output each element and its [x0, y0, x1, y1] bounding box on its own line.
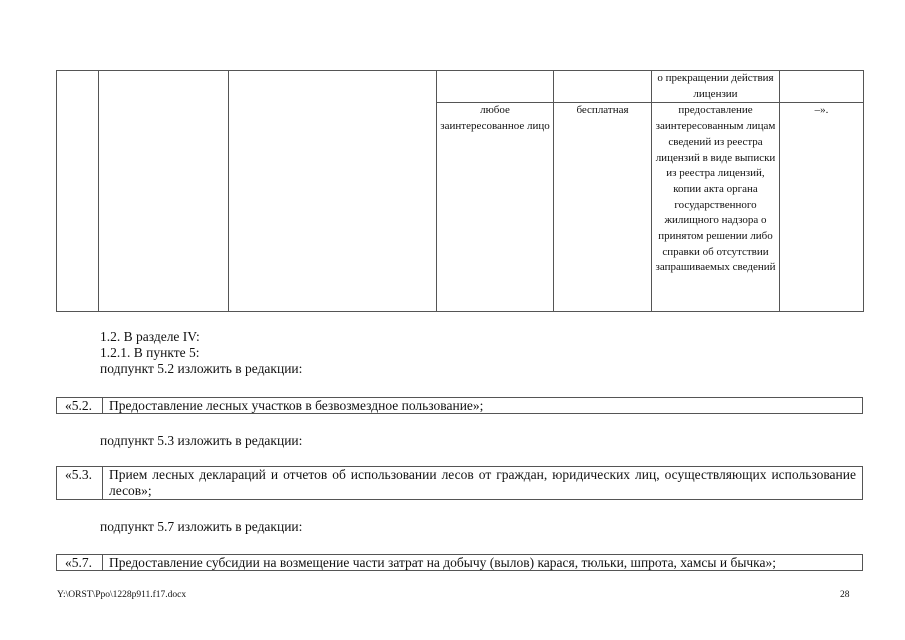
table-cell: [437, 71, 554, 103]
table-cell-result: о прекращении действия лицензии: [652, 71, 780, 103]
boxed-item-number: «5.3.: [57, 467, 103, 499]
licensing-table: [56, 70, 864, 312]
boxed-item-text: Предоставление субсидии на возмещение части затрат на добычу (вылов) карася, тюльки, шпрота, хамсы и бычка»;: [109, 555, 777, 570]
boxed-item-text: Прием лесных деклараций и отчетов об использовании лесов от граждан, юридических лиц, осуществляющих использование лесов»;: [109, 467, 856, 498]
table-cell-note: –».: [780, 103, 864, 312]
paragraph-item-5: 1.2.1. В пункте 5:: [100, 345, 200, 360]
table-cell-applicant: любое заинтересованное лицо: [437, 103, 554, 312]
table-cell-result: предоставление заинтересованным лицам сведений из реестра лицензий в виде выписки из реестра лицензий, копии акта органа государственного жилищного надзора о принятом решении либо справки об отсутствии запрашиваемых сведений: [652, 103, 780, 312]
boxed-item-text: Предоставление лесных участков в безвозмездное пользование»;: [109, 398, 484, 413]
boxed-item-number: «5.7.: [57, 555, 103, 570]
table-cell: [229, 71, 437, 312]
table-cell: [99, 71, 229, 312]
table-row: [57, 71, 864, 103]
boxed-item: [56, 466, 863, 500]
table-cell: [780, 71, 864, 103]
paragraph-subitem-5-7: подпункт 5.7 изложить в редакции:: [100, 519, 303, 534]
table-cell-fee: бесплатная: [554, 103, 652, 312]
page-number: 28: [840, 590, 850, 600]
boxed-item: [56, 397, 863, 414]
paragraph-subitem-5-3: подпункт 5.3 изложить в редакции:: [100, 433, 303, 448]
boxed-item-number: «5.2.: [57, 398, 103, 413]
paragraph-section-iv: 1.2. В разделе IV:: [100, 329, 200, 344]
footer-file-path: Y:\ORST\Ppo\1228p911.f17.docx: [57, 590, 187, 600]
table-cell: [554, 71, 652, 103]
paragraph-subitem-5-2: подпункт 5.2 изложить в редакции:: [100, 361, 303, 376]
table-cell: [57, 71, 99, 312]
boxed-item: [56, 554, 863, 571]
